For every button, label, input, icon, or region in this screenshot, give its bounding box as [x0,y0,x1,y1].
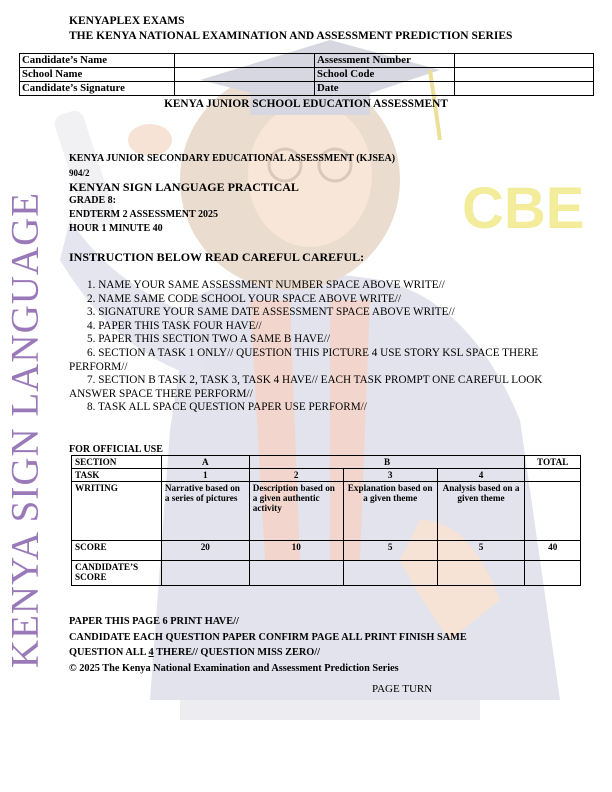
section-b: B [249,456,525,469]
candidate-score-1[interactable] [161,561,249,586]
candidate-score-2[interactable] [249,561,343,586]
list-item: 4. PAPER THIS TASK FOUR HAVE// [87,319,262,332]
duration-label: HOUR 1 MINUTE 40 [69,223,163,234]
paper-code: 904/2 [69,168,90,178]
series-title: THE KENYA NATIONAL EXAMINATION AND ASSESSMENT PREDICTION SERIES [69,30,513,42]
writing-total-blank [525,482,581,541]
task-label: TASK [72,469,162,482]
school-name-label: School Name [20,68,175,82]
task-2: 2 [249,469,343,482]
footer-line-3-pre: QUESTION ALL [69,647,149,659]
score-task-4: 5 [437,541,525,561]
task-4: 4 [437,469,525,482]
date-label: Date [315,82,455,96]
candidate-score-total[interactable] [525,561,581,586]
score-task-1: 20 [161,541,249,561]
table-row [72,456,581,469]
task-1: 1 [161,469,249,482]
grade-label: GRADE 8: [69,195,116,206]
footer-line-1: PAPER THIS PAGE 6 PRINT HAVE// [69,616,239,627]
table-row [20,82,594,96]
writing-label: WRITING [72,482,162,541]
page-turn: PAGE TURN [372,683,433,695]
task-total-blank [525,469,581,482]
candidate-score-label: CANDIDATE’S SCORE [72,561,162,586]
candidate-table [19,53,594,96]
writing-task-1: Narrative based on a series of pictures [161,482,249,541]
section-label: SECTION [72,456,162,469]
writing-task-4: Analysis based on a given theme [437,482,525,541]
cbe-logo: CBE [462,176,585,241]
section-a: A [161,456,249,469]
footer-line-2: CANDIDATE EACH QUESTION PAPER CONFIRM PAGE ALL PRINT FINISH SAME [69,631,467,643]
term-label: ENDTERM 2 ASSESSMENT 2025 [69,209,219,220]
instruction-list [69,279,589,415]
list-item: 5. PAPER THIS SECTION TWO A SAME B HAVE// [87,333,330,346]
candidate-name-field[interactable] [175,54,315,68]
assessment-number-label: Assessment Number [315,54,455,68]
exam-info [69,152,395,236]
score-table [71,455,581,586]
writing-task-3: Explanation based on a given theme [343,482,437,541]
signature-label: Candidate’s Signature [20,82,175,96]
exam-line-1: KENYA JUNIOR SECONDARY EDUCATIONAL ASSESSMENT (KJSEA) [69,153,396,164]
list-item: 2. NAME SAME CODE SCHOOL YOUR SPACE ABOVE WRITE// [87,292,402,305]
date-field[interactable] [455,82,594,96]
task-3: 3 [343,469,437,482]
subject-title: KENYAN SIGN LANGUAGE PRACTICAL [69,180,299,194]
score-label: SCORE [72,541,162,561]
table-row [20,68,594,82]
footer-line-3 [69,645,467,661]
list-item: 8. TASK ALL SPACE QUESTION PAPER USE PERFORM// [87,401,367,414]
table-row [20,54,594,68]
list-item: 7. SECTION B TASK 2, TASK 3, TASK 4 HAVE// EACH TASK PROMPT ONE CAREFUL LOOK ANSWER SPACE THERE PERFORM// [69,374,543,400]
instructions-heading: INSTRUCTION BELOW READ CAREFUL CAREFUL: [69,250,365,264]
school-name-field[interactable] [175,68,315,82]
assessment-title: KENYA JUNIOR SCHOOL EDUCATION ASSESSMENT [164,98,448,110]
list-item: 6. SECTION A TASK 1 ONLY// QUESTION THIS PICTURE 4 USE STORY KSL SPACE THERE PERFORM// [69,346,539,373]
candidate-score-4[interactable] [437,561,525,586]
table-row [72,541,581,561]
table-row [72,561,581,586]
list-item: 3. SIGNATURE YOUR SAME DATE ASSESSMENT SPACE ABOVE WRITE// [87,306,455,319]
question-count: 4 [148,647,154,659]
official-use-label: FOR OFFICIAL USE [69,444,163,455]
score-task-3: 5 [343,541,437,561]
assessment-number-field[interactable] [455,54,594,68]
org-name: KENYAPLEX EXAMS [69,15,185,27]
school-code-field[interactable] [455,68,594,82]
copyright: © 2025 The Kenya National Examination and Assessment Prediction Series [69,662,399,674]
signature-field[interactable] [175,82,315,96]
candidate-score-3[interactable] [343,561,437,586]
table-row [72,469,581,482]
footer-notes [69,614,467,676]
score-total: 40 [525,541,581,561]
score-task-2: 10 [249,541,343,561]
watermark-text: KENYA SIGN LANGUAGE [3,191,47,669]
school-code-label: School Code [315,68,455,82]
list-item: 1. NAME YOUR SAME ASSESSMENT NUMBER SPACE ABOVE WRITE// [87,279,445,291]
total-label: TOTAL [525,456,581,469]
table-row [72,482,581,541]
writing-task-2: Description based on a given authentic activity [249,482,343,541]
footer-line-3-post: THERE// QUESTION MISS ZERO// [153,647,321,659]
candidate-name-label: Candidate’s Name [20,54,175,68]
